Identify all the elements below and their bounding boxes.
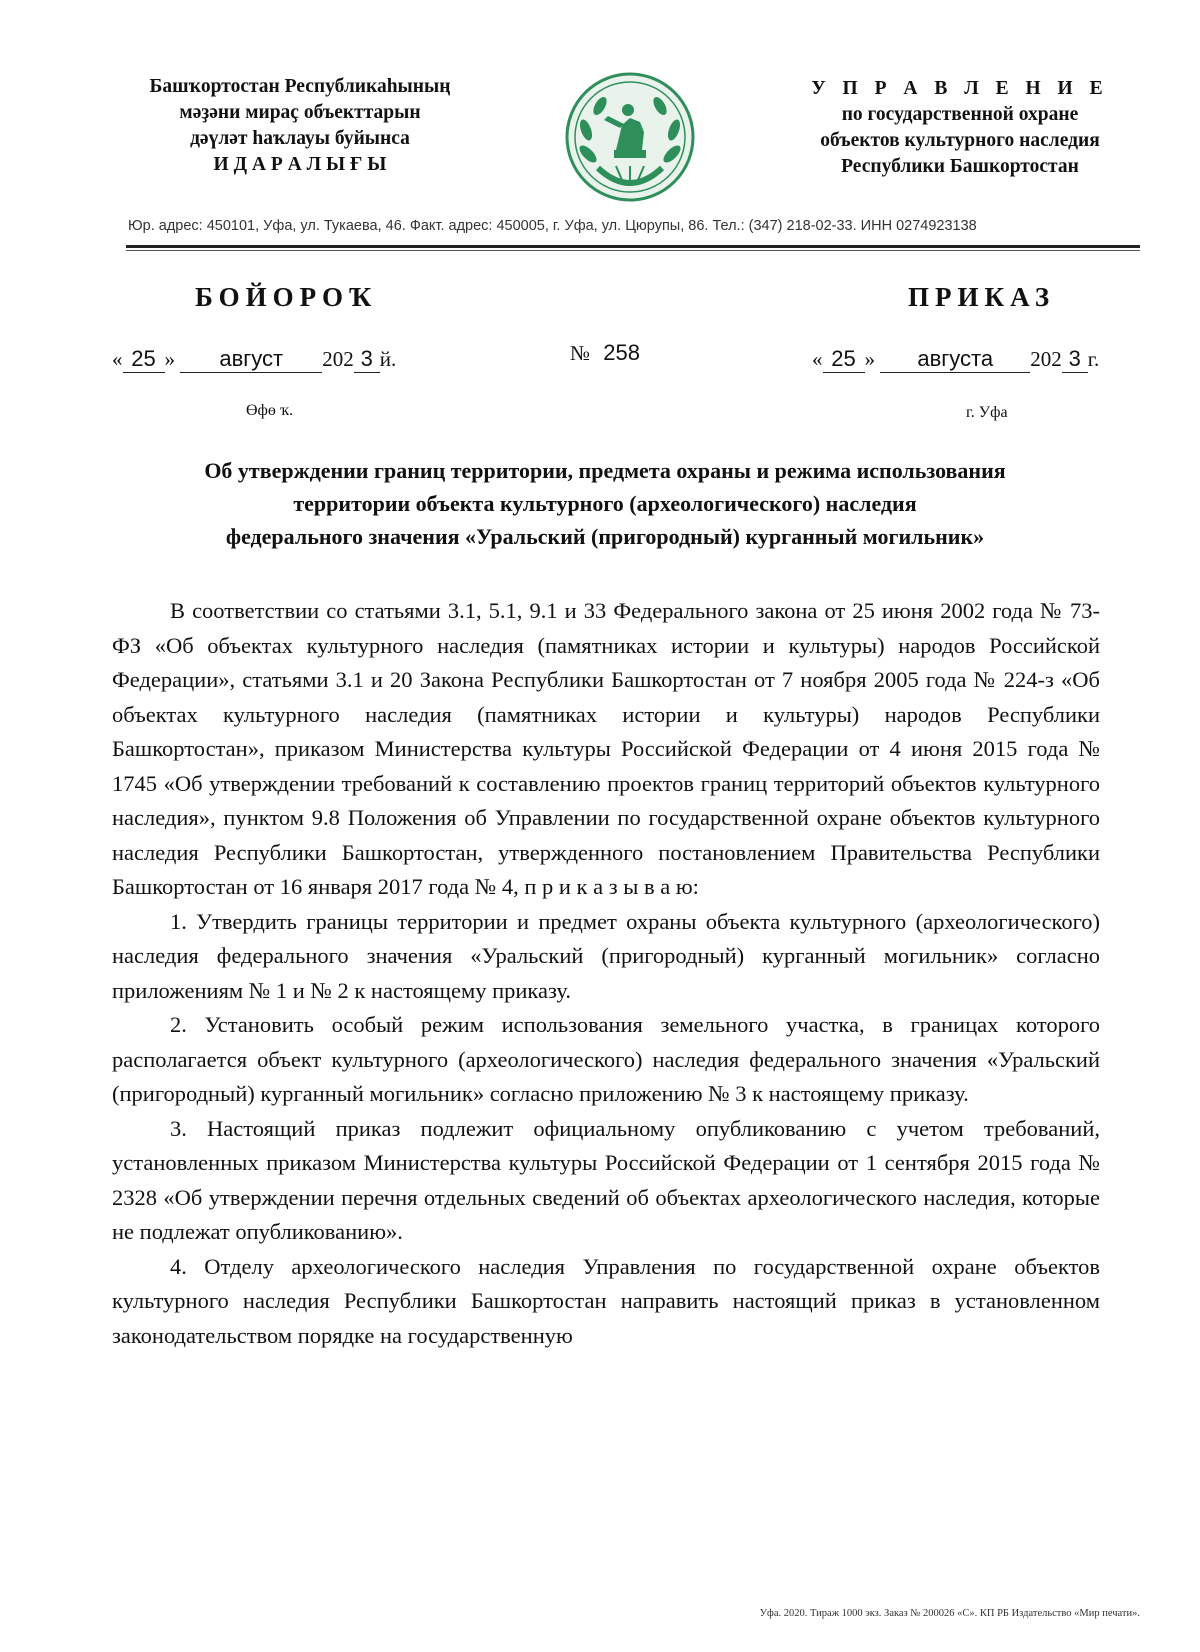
organization-address: Юр. адрес: 450101, Уфа, ул. Тукаева, 46. Факт. адрес: 450005, г. Уфа, ул. Цюрупы, 86. Тел.: (347) 218-02-33. ИНН 0274923138 xyxy=(128,218,977,234)
quote-close: » xyxy=(164,347,175,371)
city-russian: г. Уфа xyxy=(966,404,1008,421)
header-russian-block xyxy=(760,76,1160,180)
header-left-line-4: И Д А Р А Л Ы Ғ Ы xyxy=(213,154,387,175)
coat-of-arms-emblem xyxy=(564,70,696,204)
order-item-4: 4. Отделу археологического наследия Управления по государственной охране объектов культурного наследия Республики Башкортостан направить настоящий приказ в установленном законодательством порядке на государственную xyxy=(112,1253,1100,1348)
date-bashkir xyxy=(112,346,396,373)
header-left-line-2: мәҙәни мираҫ объекттарын xyxy=(179,102,421,123)
date-year-digit: 3 xyxy=(354,346,380,373)
header-left-line-3: дәүләт һаҡлауы буйынса xyxy=(190,128,410,149)
number-value: 258 xyxy=(603,340,641,365)
date-year-digit: 3 xyxy=(1062,346,1088,373)
preamble-paragraph: В соответствии со статьями 3.1, 5.1, 9.1 и 33 Федерального закона от 25 июня 2002 года № 73-ФЗ «Об объектах культурного наследия (памятниках истории и культуры) народов Российской Федерации», статьями 3.1 и 20 Закона Республики Башкортостан от 7 ноября 2005 года № 224-з «Об объектах культурного наследия (памятниках истории и культуры) народов Республики Башкортостан», приказом Министерства культуры Российской Федерации от 4 июня 2015 года № 1745 «Об утверждении требований к составлению проектов границ территорий объектов культурного наследия», пунктом 9.8 Положения об Управлении по государственной охране объектов культурного наследия Республики Башкортостан, утвержденного постановлением Правительства Республики Башкортостан от 16 января 2017 года № 4, п р и к а з ы в а ю: xyxy=(112,598,1100,899)
city-bashkir: Өфө ҡ. xyxy=(246,402,294,419)
subject-line-3: федерального значения «Уральский (пригородный) курганный могильник» xyxy=(225,524,985,549)
date-suffix: й. xyxy=(379,347,397,371)
order-item-1: 1. Утвердить границы территории и предмет охраны объекта культурного (археологического) наследия федерального значения «Уральский (пригородный) курганный могильник» согласно приложениям № 1 и № 2 к настоящему приказу. xyxy=(112,908,1100,1003)
date-suffix: г. xyxy=(1087,347,1100,371)
header-bashkir-block xyxy=(60,74,540,178)
print-imprint: Уфа. 2020. Тираж 1000 экз. Заказ № 200026 «С». КП РБ Издательство «Мир печати». xyxy=(759,1608,1140,1619)
header-right-line-1: У П Р А В Л Е Н И Е xyxy=(811,78,1109,99)
subject-line-2: территории объекта культурного (археологического) наследия xyxy=(293,491,917,516)
order-number xyxy=(570,340,640,366)
date-year-prefix: 202 xyxy=(322,347,354,371)
order-body xyxy=(112,594,1100,1353)
order-title-russian: ПРИКАЗ xyxy=(908,282,1056,312)
date-month: августа xyxy=(880,346,1030,373)
subject-line-1: Об утверждении границ территории, предмета охраны и режима использования xyxy=(204,458,1006,483)
header-divider-thick xyxy=(126,245,1140,248)
header-right-line-2: по государственной охране xyxy=(841,104,1079,125)
header-divider-thin xyxy=(126,250,1140,251)
quote-open: « xyxy=(812,347,823,371)
date-russian xyxy=(812,346,1099,373)
order-title-bashkir: БОЙОРОҠ xyxy=(195,282,378,312)
date-month: август xyxy=(180,346,322,373)
header-right-line-3: объектов культурного наследия xyxy=(820,130,1100,151)
quote-open: « xyxy=(112,347,123,371)
quote-close: » xyxy=(864,347,875,371)
order-subject xyxy=(110,454,1100,553)
order-item-2: 2. Установить особый режим использования земельного участка, в границах которого располагается объект культурного (археологического) наследия федерального значения «Уральский (пригородный) курганный могильник» согласно приложению № 3 к настоящему приказу. xyxy=(112,1012,1100,1106)
date-day: 25 xyxy=(823,346,865,373)
number-label: № xyxy=(570,341,591,365)
order-item-3: 3. Настоящий приказ подлежит официальному опубликованию с учетом требований, установленных приказом Министерства культуры Российской Федерации от 1 сентября 2015 года № 2328 «Об утверждении перечня отдельных сведений об объектах археологического наследия, которые не подлежат опубликованию». xyxy=(112,1115,1100,1244)
date-day: 25 xyxy=(123,346,165,373)
header-right-line-4: Республики Башкортостан xyxy=(841,156,1079,177)
header-left-line-1: Башҡортостан Республикаһының xyxy=(149,76,451,97)
date-year-prefix: 202 xyxy=(1030,347,1062,371)
